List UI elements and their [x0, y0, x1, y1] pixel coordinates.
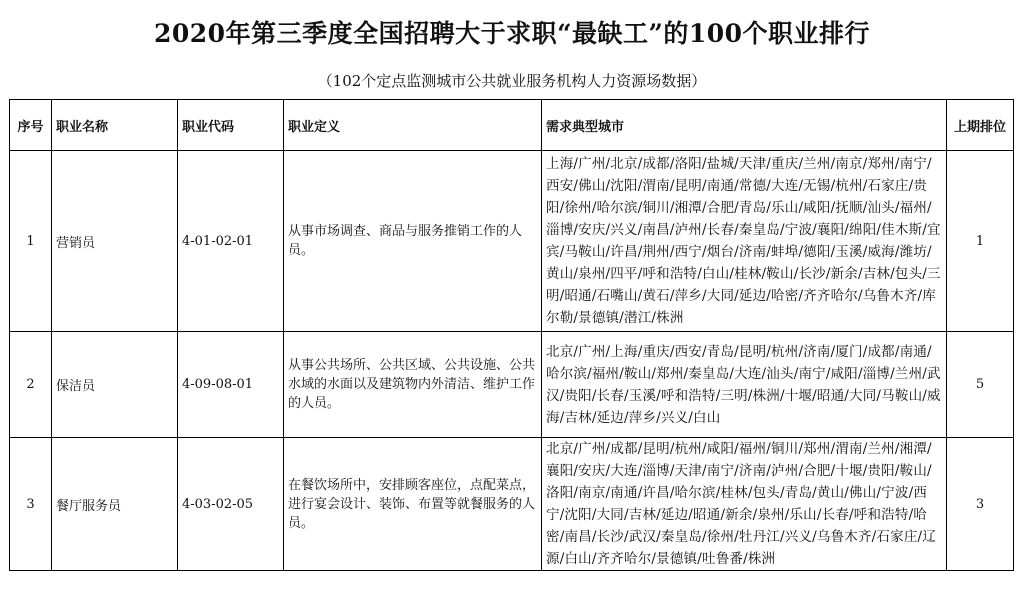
row-definition: 从事市场调查、商品与服务推销工作的人员。: [284, 151, 542, 332]
row-prev-rank: 1: [947, 151, 1014, 332]
row-cities: 上海/广州/北京/成都/洛阳/盐城/天津/重庆/兰州/南京/郑州/南宁/西安/佛山/沈阳/渭南/昆明/南通/常德/大连/无锡/杭州/石家庄/贵阳/徐州/哈尔滨/铜川/湘潭/合肥/青岛/乐山/咸阳/抚顺/汕头/福州/淄博/安庆/兴义/南昌/泸州/长春/秦皇岛/宁波/襄阳/绵阳/佳木斯/宜宾/马鞍山/许昌/荆州/西宁/烟台/济南/蚌埠/德阳/玉溪/威海/潍坊/黄山/泉州/四平/呼和浩特/白山/桂林/鞍山/长沙/新余/吉林/包头/三明/昭通/石嘴山/黄石/萍乡/大同/延边/哈密/齐齐哈尔/乌鲁木齐/库尔勒/景德镇/潜江/株洲: [542, 151, 947, 332]
row-name: 营销员: [52, 151, 178, 332]
document-title: 2020年第三季度全国招聘大于求职“最缺工”的100个职业排行: [153, 19, 871, 48]
document-subtitle: （102个定点监测城市公共就业服务机构人力资源场数据）: [317, 72, 707, 90]
row-definition: 从事公共场所、公共区域、公共设施、公共水域的水面以及建筑物内外清洁、维护工作的人员。: [284, 332, 542, 438]
row-prev-rank: 3: [947, 438, 1014, 571]
header-num: 序号: [10, 100, 52, 151]
row-code: 4-03-02-05: [178, 438, 284, 571]
table-row: [10, 438, 1014, 571]
row-name: 餐厅服务员: [52, 438, 178, 571]
row-name: 保洁员: [52, 332, 178, 438]
row-code: 4-01-02-01: [178, 151, 284, 332]
header-code: 职业代码: [178, 100, 284, 151]
row-definition: 在餐饮场所中，安排顾客座位，点配菜点，进行宴会设计、装饰、布置等就餐服务的人员。: [284, 438, 542, 571]
header-prev-rank: 上期排位: [947, 100, 1014, 151]
table-row: [10, 151, 1014, 332]
table-row: [10, 332, 1014, 438]
row-cities: 北京/广州/成都/昆明/杭州/咸阳/福州/铜川/郑州/渭南/兰州/湘潭/襄阳/安庆/大连/淄博/天津/南宁/济南/泸州/合肥/十堰/贵阳/鞍山/洛阳/南京/南通/许昌/哈尔滨/桂林/包头/青岛/黄山/佛山/宁波/西宁/沈阳/大同/吉林/延边/昭通/新余/泉州/乐山/长春/呼和浩特/哈密/南昌/长沙/武汉/秦皇岛/徐州/牡丹江/兴义/乌鲁木齐/石家庄/辽源/白山/齐齐哈尔/景德镇/吐鲁番/株洲: [542, 438, 947, 571]
occupation-ranking-table: [9, 99, 1014, 571]
row-num: 1: [10, 151, 52, 332]
row-cities: 北京/广州/上海/重庆/西安/青岛/昆明/杭州/济南/厦门/成都/南通/哈尔滨/福州/鞍山/郑州/秦皇岛/大连/汕头/南宁/咸阳/淄博/兰州/武汉/贵阳/长春/玉溪/呼和浩特/三明/株洲/十堰/昭通/大同/马鞍山/威海/吉林/延边/萍乡/兴义/白山: [542, 332, 947, 438]
header-name: 职业名称: [52, 100, 178, 151]
row-prev-rank: 5: [947, 332, 1014, 438]
header-definition: 职业定义: [284, 100, 542, 151]
header-cities: 需求典型城市: [542, 100, 947, 151]
row-num: 3: [10, 438, 52, 571]
table-header-row: [10, 100, 1014, 151]
row-num: 2: [10, 332, 52, 438]
row-code: 4-09-08-01: [178, 332, 284, 438]
